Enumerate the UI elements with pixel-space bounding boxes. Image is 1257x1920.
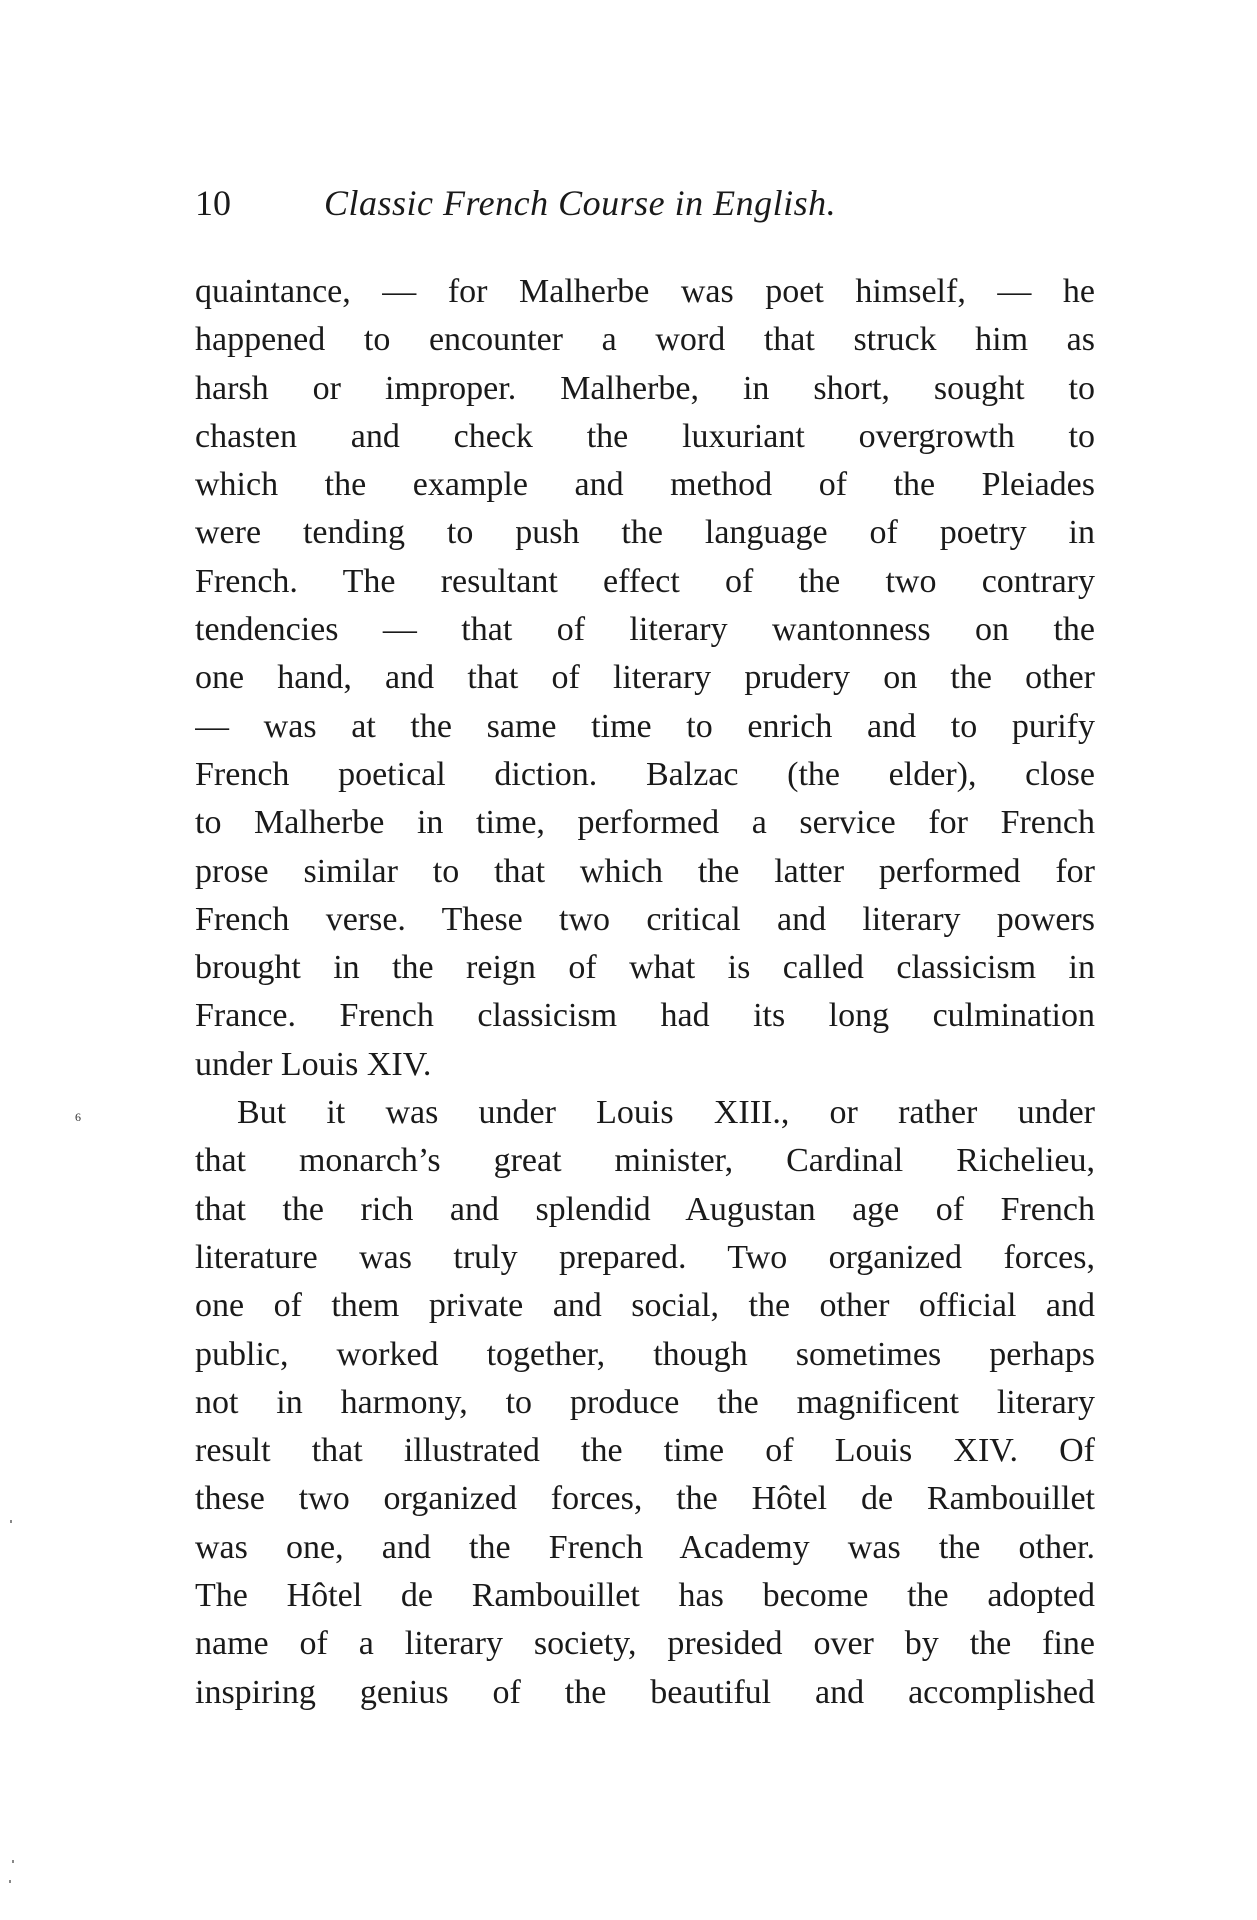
text-line: which the example and method of the Pleiades xyxy=(195,466,1095,504)
text-line: chasten and check the luxuriant overgrowth to xyxy=(195,417,1095,455)
text-line: was one, and the French Academy was the other. xyxy=(195,1528,1095,1566)
text-line: French poetical diction. Balzac (the elder), close xyxy=(195,755,1095,793)
text-line: these two organized forces, the Hôtel de Rambouillet xyxy=(195,1480,1095,1518)
text-line: quaintance, — for Malherbe was poet himself, — he xyxy=(195,273,1095,310)
text-line: The Hôtel de Rambouillet has become the adopted xyxy=(195,1577,1095,1615)
paragraph-2 xyxy=(195,1089,1095,1717)
page-number: 10 xyxy=(195,183,231,223)
edge-speck xyxy=(10,1520,12,1523)
text-line: under Louis XIV. xyxy=(195,1045,432,1083)
text-line: one hand, and that of literary prudery on the other xyxy=(195,659,1095,697)
text-line: literature was truly prepared. Two organized forces, xyxy=(195,1238,1095,1276)
text-line: — was at the same time to enrich and to purify xyxy=(195,707,1095,745)
edge-speck xyxy=(9,1880,11,1883)
text-line: inspiring genius of the beautiful and accomplished xyxy=(195,1673,1095,1711)
text-line: that monarch’s great minister, Cardinal Richelieu, xyxy=(195,1142,1095,1180)
text-line: result that illustrated the time of Louis XIV. Of xyxy=(195,1432,1095,1470)
text-line: brought in the reign of what is called classicism in xyxy=(195,949,1095,987)
text-line: that the rich and splendid Augustan age of French xyxy=(195,1190,1095,1228)
running-head xyxy=(195,178,1095,228)
text-line: to Malherbe in time, performed a service for French xyxy=(195,804,1095,842)
text-line: name of a literary society, presided over by the fine xyxy=(195,1625,1095,1663)
edge-speck xyxy=(12,1860,14,1863)
running-title: Classic French Course in English. xyxy=(324,183,837,223)
text-line: were tending to push the language of poetry in xyxy=(195,514,1095,552)
text-line: tendencies — that of literary wantonness on the xyxy=(195,611,1095,649)
text-line: France. French classicism had its long culmination xyxy=(195,997,1095,1035)
text-line: public, worked together, though sometimes perhaps xyxy=(195,1335,1095,1373)
text-line: But it was under Louis XIII., or rather under xyxy=(237,1094,1095,1132)
text-line: not in harmony, to produce the magnificent literary xyxy=(195,1383,1095,1421)
text-line: one of them private and social, the other official and xyxy=(195,1287,1095,1325)
body-text xyxy=(195,268,1095,1717)
paragraph-1 xyxy=(195,268,1095,1089)
text-line: French verse. These two critical and literary powers xyxy=(195,900,1095,938)
text-line: happened to encounter a word that struck him as xyxy=(195,321,1095,359)
margin-mark: 6 xyxy=(75,1110,81,1124)
text-line: harsh or improper. Malherbe, in short, sought to xyxy=(195,369,1095,407)
text-line: French. The resultant effect of the two contrary xyxy=(195,562,1095,600)
text-line: prose similar to that which the latter performed for xyxy=(195,852,1095,890)
